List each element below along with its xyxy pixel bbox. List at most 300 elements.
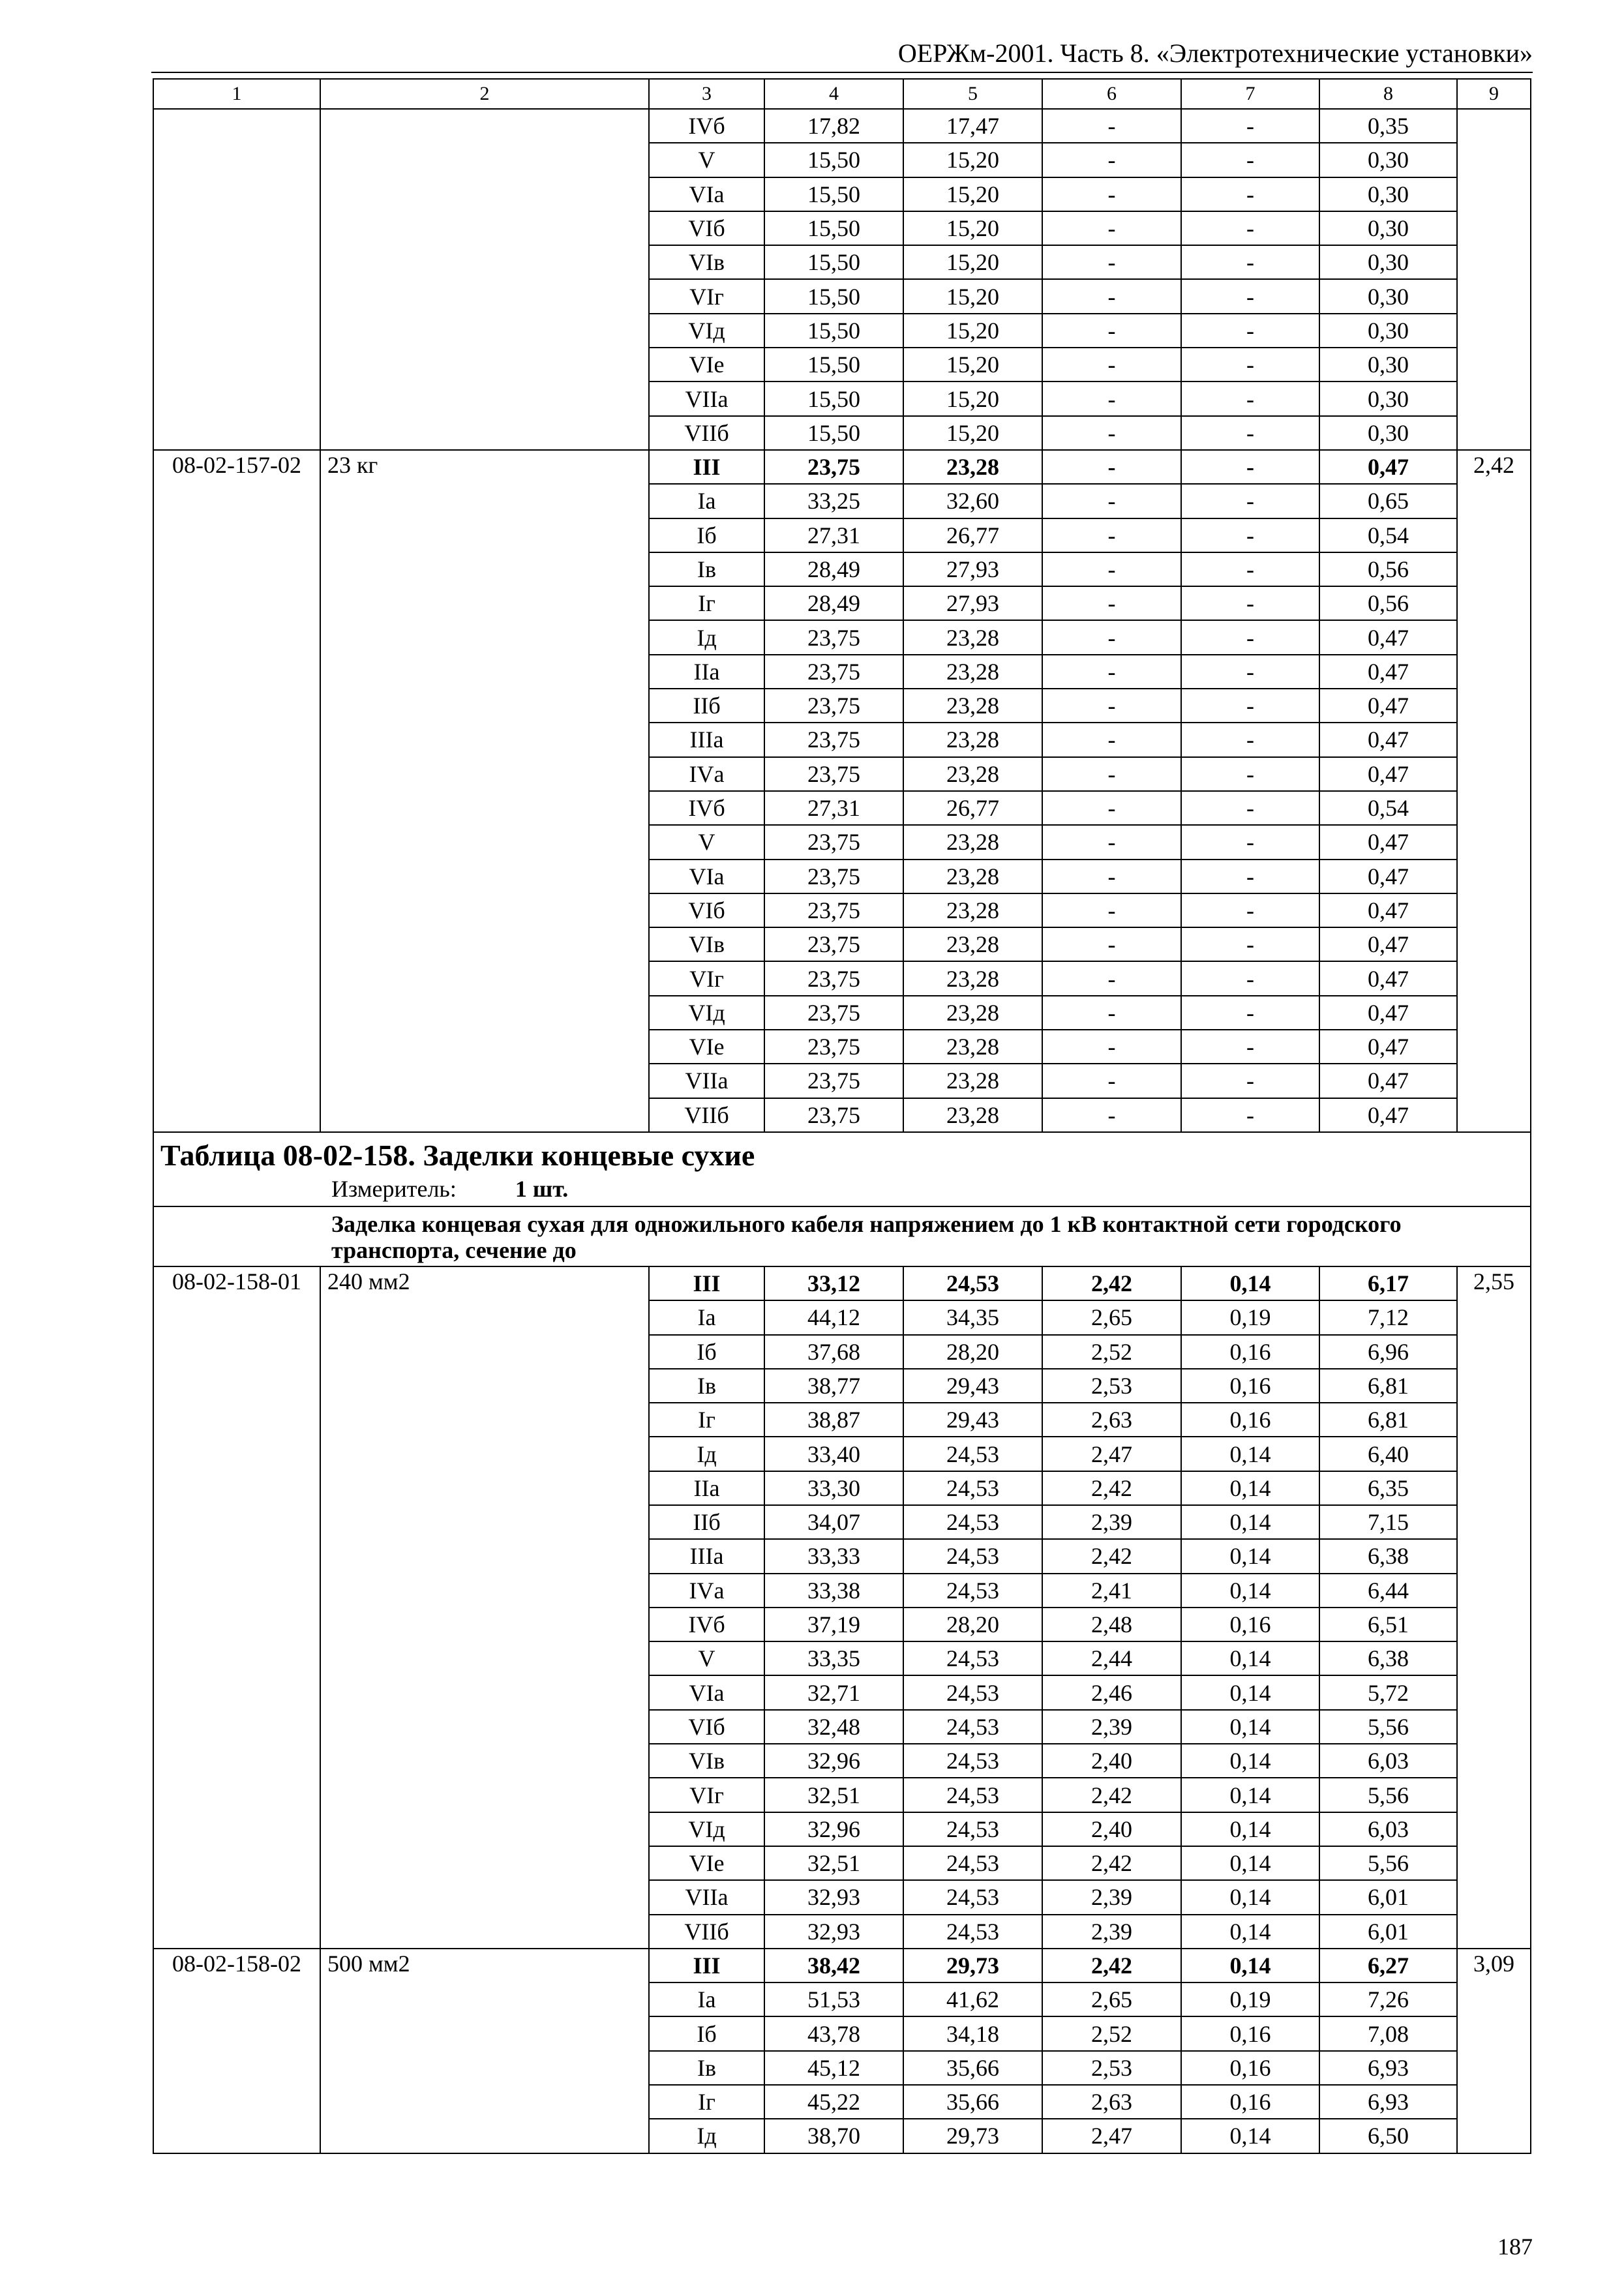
material-costs: 0,47 — [1319, 961, 1457, 995]
material-costs: 0,30 — [1319, 314, 1457, 348]
region-zone: Iб — [649, 2016, 764, 2050]
machine-costs: 2,39 — [1042, 1505, 1181, 1539]
machine-costs: - — [1042, 1064, 1181, 1098]
material-costs: 0,30 — [1319, 211, 1457, 245]
machine-costs: - — [1042, 416, 1181, 450]
column-number: 4 — [764, 79, 903, 109]
direct-costs: 45,12 — [764, 2051, 903, 2085]
machine-costs: 2,65 — [1042, 1300, 1181, 1334]
material-costs: 0,47 — [1319, 1030, 1457, 1064]
machine-costs: 2,47 — [1042, 2119, 1181, 2153]
material-costs: 6,40 — [1319, 1437, 1457, 1471]
header-rule — [151, 72, 1533, 73]
table-heading — [153, 1132, 1531, 1206]
region-zone: VIд — [649, 314, 764, 348]
labor-pay: 24,53 — [903, 1675, 1042, 1709]
machinist-pay: - — [1181, 143, 1319, 177]
region-zone: Iа — [649, 1300, 764, 1334]
machine-costs: - — [1042, 211, 1181, 245]
machine-costs: - — [1042, 245, 1181, 279]
labor-pay: 35,66 — [903, 2085, 1042, 2119]
material-costs: 0,47 — [1319, 723, 1457, 756]
direct-costs: 32,51 — [764, 1778, 903, 1812]
machinist-pay: 0,16 — [1181, 1369, 1319, 1403]
machine-costs: 2,46 — [1042, 1675, 1181, 1709]
column-number: 1 — [153, 79, 320, 109]
labor-pay: 29,43 — [903, 1369, 1042, 1403]
region-zone: III — [649, 450, 764, 484]
machinist-pay: - — [1181, 893, 1319, 927]
machine-costs: - — [1042, 518, 1181, 552]
labor-hours — [1457, 109, 1531, 450]
labor-pay: 24,53 — [903, 1778, 1042, 1812]
machinist-pay: - — [1181, 825, 1319, 859]
machine-costs: 2,52 — [1042, 1335, 1181, 1369]
region-zone: VIе — [649, 348, 764, 382]
material-costs: 0,54 — [1319, 791, 1457, 825]
machinist-pay: 0,14 — [1181, 1880, 1319, 1914]
region-zone: V — [649, 143, 764, 177]
direct-costs: 44,12 — [764, 1300, 903, 1334]
direct-costs: 15,50 — [764, 382, 903, 415]
labor-pay: 35,66 — [903, 2051, 1042, 2085]
machinist-pay: 0,14 — [1181, 1266, 1319, 1300]
region-zone: VIг — [649, 1778, 764, 1812]
work-description: Заделка концевая сухая для одножильного кабеля напряжением до 1 кВ контактной сети городского транспорта, сечение до — [153, 1206, 1531, 1266]
material-costs: 6,35 — [1319, 1471, 1457, 1505]
material-costs: 6,38 — [1319, 1539, 1457, 1573]
column-number: 2 — [320, 79, 649, 109]
direct-costs: 37,68 — [764, 1335, 903, 1369]
labor-pay: 15,20 — [903, 211, 1042, 245]
labor-pay: 23,28 — [903, 723, 1042, 756]
labor-pay: 15,20 — [903, 245, 1042, 279]
material-costs: 6,03 — [1319, 1812, 1457, 1846]
table-row — [153, 1266, 1531, 1300]
labor-pay: 15,20 — [903, 348, 1042, 382]
machinist-pay: - — [1181, 757, 1319, 791]
direct-costs: 51,53 — [764, 1982, 903, 2016]
labor-pay: 24,53 — [903, 1915, 1042, 1949]
machine-costs: 2,53 — [1042, 2051, 1181, 2085]
direct-costs: 33,33 — [764, 1539, 903, 1573]
machine-costs: 2,48 — [1042, 1608, 1181, 1641]
region-zone: Iг — [649, 586, 764, 620]
machinist-pay: 0,14 — [1181, 1778, 1319, 1812]
machine-costs: - — [1042, 314, 1181, 348]
region-zone: III — [649, 1949, 764, 1982]
direct-costs: 32,93 — [764, 1880, 903, 1914]
description-row — [153, 1206, 1531, 1266]
labor-pay: 26,77 — [903, 791, 1042, 825]
machinist-pay: 0,16 — [1181, 2016, 1319, 2050]
direct-costs: 23,75 — [764, 961, 903, 995]
page-number: 187 — [1497, 2234, 1533, 2260]
region-zone: IIб — [649, 1505, 764, 1539]
direct-costs: 23,75 — [764, 825, 903, 859]
region-zone: VIIб — [649, 1098, 764, 1132]
direct-costs: 23,75 — [764, 1064, 903, 1098]
labor-pay: 23,28 — [903, 893, 1042, 927]
material-costs: 6,93 — [1319, 2051, 1457, 2085]
direct-costs: 17,82 — [764, 109, 903, 143]
material-costs: 6,96 — [1319, 1335, 1457, 1369]
region-zone: Iд — [649, 1437, 764, 1471]
labor-pay: 29,73 — [903, 2119, 1042, 2153]
region-zone: VIIб — [649, 1915, 764, 1949]
direct-costs: 33,35 — [764, 1641, 903, 1675]
labor-hours: 2,55 — [1457, 1266, 1531, 1949]
machine-costs: - — [1042, 109, 1181, 143]
labor-pay: 29,73 — [903, 1949, 1042, 1982]
material-costs: 6,38 — [1319, 1641, 1457, 1675]
machinist-pay: - — [1181, 450, 1319, 484]
labor-pay: 23,28 — [903, 961, 1042, 995]
material-costs: 0,30 — [1319, 348, 1457, 382]
labor-pay: 28,20 — [903, 1608, 1042, 1641]
labor-pay: 23,28 — [903, 757, 1042, 791]
column-number: 9 — [1457, 79, 1531, 109]
machine-costs: 2,42 — [1042, 1846, 1181, 1880]
machinist-pay: 0,14 — [1181, 1710, 1319, 1744]
labor-pay: 24,53 — [903, 1880, 1042, 1914]
machine-costs: 2,42 — [1042, 1949, 1181, 1982]
column-number: 5 — [903, 79, 1042, 109]
machinist-pay: 0,16 — [1181, 1608, 1319, 1641]
region-zone: VIа — [649, 860, 764, 893]
material-costs: 0,47 — [1319, 620, 1457, 654]
material-costs: 6,51 — [1319, 1608, 1457, 1641]
labor-pay: 23,28 — [903, 1030, 1042, 1064]
machine-costs: - — [1042, 860, 1181, 893]
material-costs: 0,30 — [1319, 177, 1457, 211]
machine-costs: - — [1042, 484, 1181, 518]
machine-costs: 2,39 — [1042, 1710, 1181, 1744]
region-zone: Iв — [649, 1369, 764, 1403]
machinist-pay: - — [1181, 314, 1319, 348]
region-zone: Iа — [649, 1982, 764, 2016]
labor-pay: 23,28 — [903, 825, 1042, 859]
material-costs: 7,15 — [1319, 1505, 1457, 1539]
direct-costs: 15,50 — [764, 245, 903, 279]
labor-pay: 23,28 — [903, 860, 1042, 893]
machine-costs: - — [1042, 1098, 1181, 1132]
machine-costs: 2,42 — [1042, 1539, 1181, 1573]
labor-pay: 23,28 — [903, 1098, 1042, 1132]
direct-costs: 15,50 — [764, 279, 903, 313]
machine-costs: 2,39 — [1042, 1880, 1181, 1914]
machinist-pay: - — [1181, 927, 1319, 961]
direct-costs: 32,48 — [764, 1710, 903, 1744]
direct-costs: 23,75 — [764, 1098, 903, 1132]
machinist-pay: - — [1181, 177, 1319, 211]
material-costs: 6,44 — [1319, 1574, 1457, 1608]
direct-costs: 38,70 — [764, 2119, 903, 2153]
region-zone: V — [649, 1641, 764, 1675]
direct-costs: 33,25 — [764, 484, 903, 518]
machinist-pay: 0,14 — [1181, 1744, 1319, 1778]
machine-costs: 2,52 — [1042, 2016, 1181, 2050]
region-zone: VIа — [649, 177, 764, 211]
machinist-pay: - — [1181, 1030, 1319, 1064]
machinist-pay: - — [1181, 518, 1319, 552]
direct-costs: 15,50 — [764, 177, 903, 211]
machinist-pay: 0,16 — [1181, 2085, 1319, 2119]
material-costs: 0,47 — [1319, 996, 1457, 1030]
material-costs: 0,47 — [1319, 655, 1457, 689]
machinist-pay: 0,19 — [1181, 1982, 1319, 2016]
column-number: 3 — [649, 79, 764, 109]
material-costs: 6,17 — [1319, 1266, 1457, 1300]
column-number-row — [153, 79, 1531, 109]
rate-code: 08-02-158-02 — [153, 1949, 320, 2153]
material-costs: 7,26 — [1319, 1982, 1457, 2016]
labor-pay: 24,53 — [903, 1437, 1042, 1471]
material-costs: 0,30 — [1319, 143, 1457, 177]
labor-pay: 34,18 — [903, 2016, 1042, 2050]
labor-hours: 2,42 — [1457, 450, 1531, 1132]
machinist-pay: 0,14 — [1181, 1675, 1319, 1709]
machinist-pay: 0,14 — [1181, 1846, 1319, 1880]
region-zone: VIв — [649, 245, 764, 279]
direct-costs: 37,19 — [764, 1608, 903, 1641]
machinist-pay: - — [1181, 791, 1319, 825]
labor-pay: 27,93 — [903, 552, 1042, 586]
material-costs: 0,54 — [1319, 518, 1457, 552]
direct-costs: 28,49 — [764, 586, 903, 620]
direct-costs: 43,78 — [764, 2016, 903, 2050]
region-zone: IIб — [649, 689, 764, 723]
machine-costs: - — [1042, 177, 1181, 211]
machine-costs: - — [1042, 791, 1181, 825]
direct-costs: 32,96 — [764, 1744, 903, 1778]
direct-costs: 23,75 — [764, 689, 903, 723]
material-costs: 6,81 — [1319, 1403, 1457, 1437]
material-costs: 0,47 — [1319, 1098, 1457, 1132]
region-zone: VIб — [649, 1710, 764, 1744]
machinist-pay: 0,14 — [1181, 1437, 1319, 1471]
direct-costs: 33,38 — [764, 1574, 903, 1608]
labor-pay: 32,60 — [903, 484, 1042, 518]
region-zone: IVб — [649, 1608, 764, 1641]
labor-pay: 15,20 — [903, 143, 1042, 177]
labor-pay: 23,28 — [903, 620, 1042, 654]
material-costs: 5,56 — [1319, 1778, 1457, 1812]
direct-costs: 23,75 — [764, 757, 903, 791]
direct-costs: 23,75 — [764, 860, 903, 893]
material-costs: 6,01 — [1319, 1915, 1457, 1949]
machine-costs: 2,53 — [1042, 1369, 1181, 1403]
labor-pay: 24,53 — [903, 1641, 1042, 1675]
machine-costs: - — [1042, 348, 1181, 382]
labor-pay: 41,62 — [903, 1982, 1042, 2016]
material-costs: 0,47 — [1319, 825, 1457, 859]
labor-pay: 15,20 — [903, 314, 1042, 348]
table-heading-row — [153, 1132, 1531, 1206]
rate-code — [153, 109, 320, 450]
machinist-pay: - — [1181, 1098, 1319, 1132]
region-zone: Iг — [649, 2085, 764, 2119]
labor-pay: 24,53 — [903, 1744, 1042, 1778]
region-zone: VIе — [649, 1846, 764, 1880]
material-costs: 0,65 — [1319, 484, 1457, 518]
machine-costs: 2,40 — [1042, 1812, 1181, 1846]
machine-costs: 2,40 — [1042, 1744, 1181, 1778]
machine-costs: - — [1042, 655, 1181, 689]
material-costs: 0,56 — [1319, 586, 1457, 620]
machine-costs: - — [1042, 382, 1181, 415]
machinist-pay: - — [1181, 723, 1319, 756]
material-costs: 0,47 — [1319, 757, 1457, 791]
direct-costs: 32,96 — [764, 1812, 903, 1846]
labor-pay: 26,77 — [903, 518, 1042, 552]
labor-pay: 15,20 — [903, 177, 1042, 211]
machine-costs: 2,41 — [1042, 1574, 1181, 1608]
machinist-pay: - — [1181, 552, 1319, 586]
material-costs: 6,50 — [1319, 2119, 1457, 2153]
direct-costs: 34,07 — [764, 1505, 903, 1539]
machinist-pay: - — [1181, 655, 1319, 689]
machinist-pay: 0,14 — [1181, 1915, 1319, 1949]
direct-costs: 15,50 — [764, 348, 903, 382]
direct-costs: 27,31 — [764, 791, 903, 825]
machine-costs: - — [1042, 689, 1181, 723]
direct-costs: 23,75 — [764, 723, 903, 756]
machinist-pay: - — [1181, 620, 1319, 654]
region-zone: Iа — [649, 484, 764, 518]
region-zone: IVб — [649, 791, 764, 825]
labor-pay: 15,20 — [903, 416, 1042, 450]
region-zone: IIIа — [649, 1539, 764, 1573]
machinist-pay: 0,14 — [1181, 1471, 1319, 1505]
material-costs: 0,30 — [1319, 382, 1457, 415]
direct-costs: 38,42 — [764, 1949, 903, 1982]
machinist-pay: - — [1181, 348, 1319, 382]
machinist-pay: - — [1181, 245, 1319, 279]
labor-pay: 23,28 — [903, 689, 1042, 723]
direct-costs: 38,77 — [764, 1369, 903, 1403]
labor-pay: 24,53 — [903, 1710, 1042, 1744]
machinist-pay: 0,16 — [1181, 1403, 1319, 1437]
region-zone: VIIа — [649, 1880, 764, 1914]
region-zone: IVа — [649, 1574, 764, 1608]
machinist-pay: 0,14 — [1181, 1641, 1319, 1675]
region-zone: Iд — [649, 620, 764, 654]
machine-costs: 2,42 — [1042, 1471, 1181, 1505]
direct-costs: 15,50 — [764, 211, 903, 245]
labor-pay: 17,47 — [903, 109, 1042, 143]
region-zone: IIа — [649, 655, 764, 689]
region-zone: VIе — [649, 1030, 764, 1064]
machinist-pay: - — [1181, 279, 1319, 313]
machine-costs: 2,47 — [1042, 1437, 1181, 1471]
column-number: 6 — [1042, 79, 1181, 109]
material-costs: 0,30 — [1319, 245, 1457, 279]
region-zone: Iв — [649, 552, 764, 586]
material-costs: 0,56 — [1319, 552, 1457, 586]
machinist-pay: - — [1181, 382, 1319, 415]
labor-pay: 23,28 — [903, 996, 1042, 1030]
labor-pay: 23,28 — [903, 1064, 1042, 1098]
machine-costs: - — [1042, 620, 1181, 654]
region-zone: VIIа — [649, 1064, 764, 1098]
rate-name — [320, 109, 649, 450]
machinist-pay: - — [1181, 484, 1319, 518]
labor-pay: 15,20 — [903, 279, 1042, 313]
machine-costs: - — [1042, 586, 1181, 620]
region-zone: VIIа — [649, 382, 764, 415]
rate-name: 240 мм2 — [320, 1266, 649, 1949]
direct-costs: 38,87 — [764, 1403, 903, 1437]
direct-costs: 45,22 — [764, 2085, 903, 2119]
direct-costs: 33,40 — [764, 1437, 903, 1471]
direct-costs: 32,93 — [764, 1915, 903, 1949]
labor-pay: 29,43 — [903, 1403, 1042, 1437]
labor-hours: 3,09 — [1457, 1949, 1531, 2153]
direct-costs: 23,75 — [764, 620, 903, 654]
direct-costs: 33,12 — [764, 1266, 903, 1300]
machine-costs: - — [1042, 961, 1181, 995]
region-zone: IVб — [649, 109, 764, 143]
region-zone: VIв — [649, 927, 764, 961]
labor-pay: 24,53 — [903, 1846, 1042, 1880]
machine-costs: - — [1042, 552, 1181, 586]
labor-pay: 23,28 — [903, 655, 1042, 689]
direct-costs: 15,50 — [764, 143, 903, 177]
region-zone: Iд — [649, 2119, 764, 2153]
region-zone: VIIб — [649, 416, 764, 450]
machinist-pay: - — [1181, 109, 1319, 143]
region-zone: V — [649, 825, 764, 859]
region-zone: Iв — [649, 2051, 764, 2085]
norms-table — [153, 78, 1531, 2154]
region-zone: VIг — [649, 279, 764, 313]
region-zone: VIа — [649, 1675, 764, 1709]
material-costs: 6,01 — [1319, 1880, 1457, 1914]
column-number: 7 — [1181, 79, 1319, 109]
machine-costs: - — [1042, 723, 1181, 756]
machinist-pay: - — [1181, 211, 1319, 245]
region-zone: VIб — [649, 893, 764, 927]
direct-costs: 32,71 — [764, 1675, 903, 1709]
direct-costs: 32,51 — [764, 1846, 903, 1880]
machinist-pay: - — [1181, 689, 1319, 723]
material-costs: 6,93 — [1319, 2085, 1457, 2119]
direct-costs: 15,50 — [764, 314, 903, 348]
machine-costs: - — [1042, 996, 1181, 1030]
machinist-pay: - — [1181, 1064, 1319, 1098]
rate-code: 08-02-158-01 — [153, 1266, 320, 1949]
machinist-pay: 0,14 — [1181, 1812, 1319, 1846]
meter-value: 1 шт. — [515, 1175, 569, 1202]
material-costs: 0,30 — [1319, 279, 1457, 313]
machine-costs: 2,44 — [1042, 1641, 1181, 1675]
material-costs: 0,47 — [1319, 893, 1457, 927]
direct-costs: 23,75 — [764, 893, 903, 927]
machinist-pay: - — [1181, 996, 1319, 1030]
region-zone: VIд — [649, 1812, 764, 1846]
material-costs: 0,30 — [1319, 416, 1457, 450]
material-costs: 0,35 — [1319, 109, 1457, 143]
labor-pay: 27,93 — [903, 586, 1042, 620]
labor-pay: 24,53 — [903, 1266, 1042, 1300]
machinist-pay: 0,19 — [1181, 1300, 1319, 1334]
page-header-title: ОЕРЖм-2001. Часть 8. «Электротехнические установки» — [897, 38, 1533, 68]
table-row — [153, 1949, 1531, 1982]
material-costs: 0,47 — [1319, 860, 1457, 893]
machine-costs: 2,63 — [1042, 2085, 1181, 2119]
table-title: Таблица 08-02-158. Заделки концевые сухие — [160, 1138, 755, 1172]
